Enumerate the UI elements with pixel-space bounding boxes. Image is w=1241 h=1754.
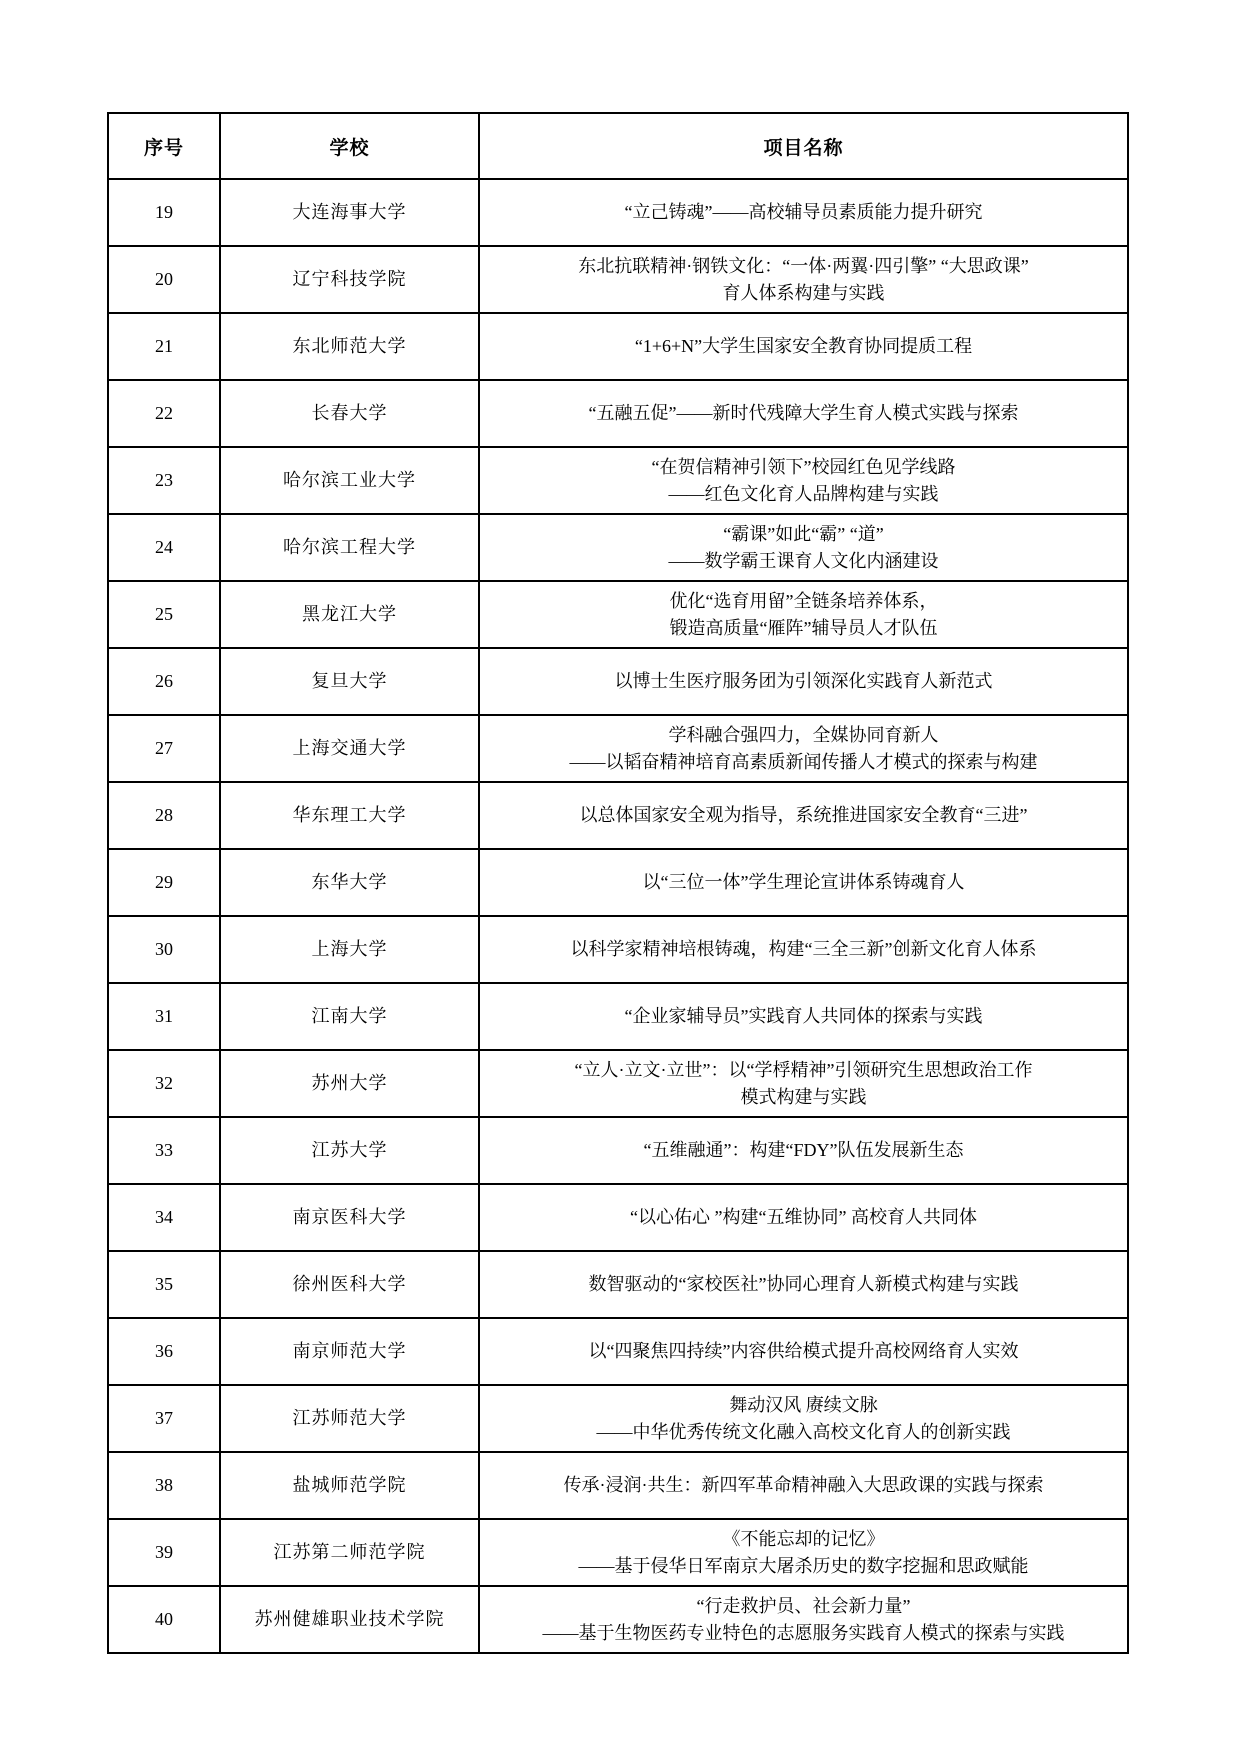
project-name — [479, 514, 1128, 581]
project-line: “行走救护员、社会新力量” — [696, 1595, 911, 1616]
school-name: 长春大学 — [220, 380, 479, 447]
project-name — [479, 246, 1128, 313]
table-row — [108, 380, 1128, 447]
row-number: 23 — [108, 447, 220, 514]
table-row — [108, 983, 1128, 1050]
school-name: 苏州健雄职业技术学院 — [220, 1586, 479, 1653]
school-name: 东北师范大学 — [220, 313, 479, 380]
school-name: 苏州大学 — [220, 1050, 479, 1117]
project-name — [479, 1318, 1128, 1385]
row-number: 24 — [108, 514, 220, 581]
table-row — [108, 715, 1128, 782]
table-row — [108, 1586, 1128, 1653]
project-line: 以“四聚焦四持续”内容供给模式提升高校网络育人实效 — [588, 1341, 1019, 1361]
project-name — [479, 1586, 1128, 1653]
row-number: 35 — [108, 1251, 220, 1318]
row-number: 38 — [108, 1452, 220, 1519]
row-number: 30 — [108, 916, 220, 983]
project-name — [479, 179, 1128, 246]
row-number: 25 — [108, 581, 220, 648]
project-line: 以总体国家安全观为指导，系统推进国家安全教育“三进” — [579, 805, 1028, 825]
project-line: 传承·浸润·共生：新四军革命精神融入大思政课的实践与探索 — [563, 1475, 1044, 1495]
row-number: 36 — [108, 1318, 220, 1385]
row-number: 22 — [108, 380, 220, 447]
project-name — [479, 1452, 1128, 1519]
school-name: 江苏大学 — [220, 1117, 479, 1184]
table-row — [108, 1452, 1128, 1519]
school-name: 江南大学 — [220, 983, 479, 1050]
school-name: 东华大学 — [220, 849, 479, 916]
project-name — [479, 1519, 1128, 1586]
project-name — [479, 648, 1128, 715]
project-name — [479, 1184, 1128, 1251]
project-line: “立人·立文·立世”：以“学桴精神”引领研究生思想政治工作 — [574, 1059, 1033, 1080]
project-name — [479, 983, 1128, 1050]
table-header — [108, 113, 1128, 179]
col-header-project: 项目名称 — [479, 113, 1128, 179]
row-number: 19 — [108, 179, 220, 246]
row-number: 21 — [108, 313, 220, 380]
table-row — [108, 1251, 1128, 1318]
project-line: 以科学家精神培根铸魂，构建“三全三新”创新文化育人体系 — [570, 939, 1037, 959]
project-line: 以博士生医疗服务团为引领深化实践育人新范式 — [614, 671, 993, 691]
table-row — [108, 447, 1128, 514]
school-name: 南京师范大学 — [220, 1318, 479, 1385]
school-name: 大连海事大学 — [220, 179, 479, 246]
project-line: ——以韬奋精神培育高素质新闻传播人才模式的探索与构建 — [569, 751, 1038, 772]
project-line: ——基于侵华日军南京大屠杀历史的数字挖掘和思政赋能 — [578, 1555, 1029, 1576]
project-name — [479, 916, 1128, 983]
table-row — [108, 1519, 1128, 1586]
row-number: 29 — [108, 849, 220, 916]
project-line: 模式构建与实践 — [740, 1086, 867, 1107]
project-line: “企业家辅导员”实践育人共同体的探索与实践 — [624, 1006, 983, 1026]
project-name — [479, 1050, 1128, 1117]
project-line: 以“三位一体”学生理论宣讲体系铸魂育人 — [642, 872, 965, 892]
project-line: 《不能忘却的记忆》 — [722, 1528, 885, 1549]
row-number: 28 — [108, 782, 220, 849]
project-line: 育人体系构建与实践 — [722, 282, 885, 303]
row-number: 34 — [108, 1184, 220, 1251]
table-row — [108, 1318, 1128, 1385]
project-line: “1+6+N”大学生国家安全教育协同提质工程 — [634, 336, 973, 356]
table-row — [108, 581, 1128, 648]
project-line: 数智驱动的“家校医社”协同心理育人新模式构建与实践 — [588, 1274, 1019, 1294]
table-row — [108, 782, 1128, 849]
school-name: 江苏第二师范学院 — [220, 1519, 479, 1586]
col-header-number: 序号 — [108, 113, 220, 179]
project-name — [479, 1251, 1128, 1318]
project-name — [479, 782, 1128, 849]
project-line: ——数学霸王课育人文化内涵建设 — [668, 550, 939, 571]
project-line: ——中华优秀传统文化融入高校文化育人的创新实践 — [596, 1421, 1011, 1442]
table-row — [108, 648, 1128, 715]
school-name: 黑龙江大学 — [220, 581, 479, 648]
row-number: 40 — [108, 1586, 220, 1653]
school-name: 复旦大学 — [220, 648, 479, 715]
row-number: 20 — [108, 246, 220, 313]
award-table — [107, 112, 1129, 1654]
table-row — [108, 1184, 1128, 1251]
project-line: “五融五促”——新时代残障大学生育人模式实践与探索 — [588, 403, 1019, 423]
school-name: 华东理工大学 — [220, 782, 479, 849]
project-name — [479, 1117, 1128, 1184]
row-number: 39 — [108, 1519, 220, 1586]
project-line: 优化“选育用留”全链条培养体系， — [669, 590, 938, 611]
header-row — [108, 113, 1128, 179]
table-row — [108, 1050, 1128, 1117]
table-row — [108, 179, 1128, 246]
school-name: 辽宁科技学院 — [220, 246, 479, 313]
school-name: 哈尔滨工程大学 — [220, 514, 479, 581]
project-line: 东北抗联精神·钢铁文化：“一体·两翼·四引擎” “大思政课” — [578, 255, 1029, 276]
project-name — [479, 380, 1128, 447]
table-row — [108, 514, 1128, 581]
school-name: 南京医科大学 — [220, 1184, 479, 1251]
school-name: 上海交通大学 — [220, 715, 479, 782]
row-number: 26 — [108, 648, 220, 715]
project-name — [479, 849, 1128, 916]
school-name: 徐州医科大学 — [220, 1251, 479, 1318]
table-row — [108, 849, 1128, 916]
project-line: 锻造高质量“雁阵”辅导员人才队伍 — [669, 617, 938, 638]
school-name: 上海大学 — [220, 916, 479, 983]
project-name — [479, 1385, 1128, 1452]
col-header-school: 学校 — [220, 113, 479, 179]
project-line: “五维融通”：构建“FDY”队伍发展新生态 — [643, 1140, 964, 1160]
project-name — [479, 447, 1128, 514]
project-line: “以心佑心 ”构建“五维协同” 高校育人共同体 — [630, 1207, 977, 1227]
row-number: 37 — [108, 1385, 220, 1452]
row-number: 27 — [108, 715, 220, 782]
project-line: “立己铸魂”——高校辅导员素质能力提升研究 — [624, 202, 983, 222]
school-name: 哈尔滨工业大学 — [220, 447, 479, 514]
row-number: 32 — [108, 1050, 220, 1117]
row-number: 33 — [108, 1117, 220, 1184]
project-name — [479, 313, 1128, 380]
table-row — [108, 1385, 1128, 1452]
project-line: 学科融合强四力，全媒协同育新人 — [668, 724, 939, 745]
table-row — [108, 1117, 1128, 1184]
project-line: 舞动汉风 赓续文脉 — [729, 1394, 878, 1415]
table-row — [108, 916, 1128, 983]
school-name: 江苏师范大学 — [220, 1385, 479, 1452]
table-row — [108, 313, 1128, 380]
project-line: “霸课”如此“霸” “道” — [723, 523, 884, 544]
project-name — [479, 581, 1128, 648]
project-line: “在贺信精神引领下”校园红色见学线路 — [651, 456, 956, 477]
school-name: 盐城师范学院 — [220, 1452, 479, 1519]
project-name — [479, 715, 1128, 782]
project-line: ——红色文化育人品牌构建与实践 — [668, 483, 939, 504]
row-number: 31 — [108, 983, 220, 1050]
project-line: ——基于生物医药专业特色的志愿服务实践育人模式的探索与实践 — [542, 1622, 1065, 1643]
table-body — [108, 179, 1128, 1653]
table-row — [108, 246, 1128, 313]
